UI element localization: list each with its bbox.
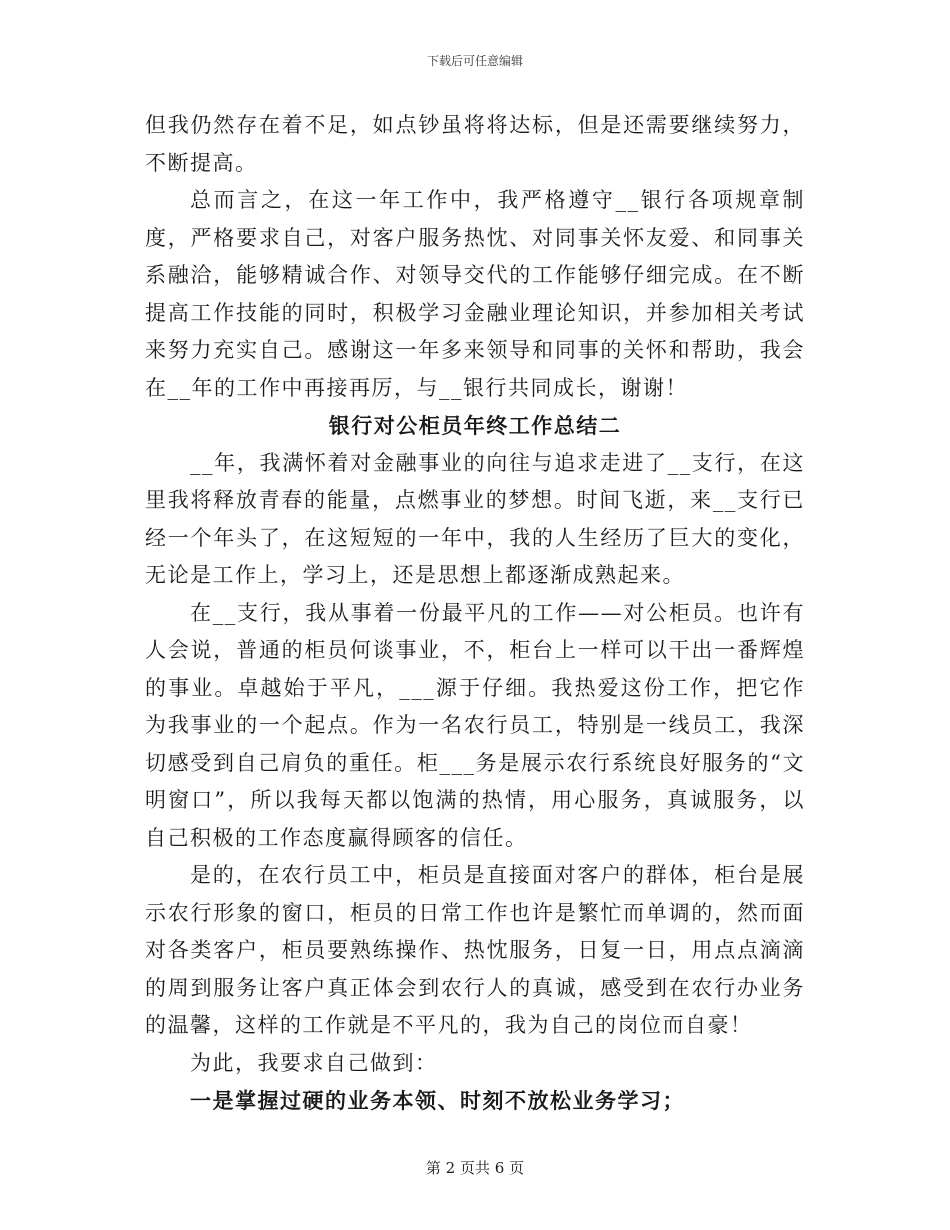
section-title: 银行对公柜员年终工作总结二 bbox=[328, 413, 622, 438]
paragraph-summary: 总而言之，在这一年工作中，我严格遵守__银行各项规章制度，严格要求自己，对客户服务热忱、对同事关怀友爱、和同事关系融洽，能够精诚合作、对领导交代的工作能够仔细完成。在不断提高工作技能的同时，积极学习金融业理论知识，并参加相关考试来努力充实自己。感谢这一年多来领导和同事的关怀和帮助，我会在__年的工作中再接再厉，与__银行共同成长，谢谢！ bbox=[145, 188, 805, 400]
paragraph-requirements-intro: 为此，我要求自己做到： bbox=[190, 1050, 438, 1075]
page-header: 下载后可任意编辑 bbox=[426, 54, 523, 68]
paragraph-role: 是的，在农行员工中，柜员是直接面对客户的群体，柜台是展示农行形象的窗口，柜员的日常工作也许是繁忙而单调的，然而面对各类客户，柜员要熟练操作、热忱服务，日复一日，用点点滴滴的周到服务让客户真正体会到农行人的真诚，感受到在农行办业务的温馨，这样的工作就是不平凡的，我为自己的岗位而自豪！ bbox=[145, 863, 805, 1037]
document-body bbox=[145, 107, 805, 1120]
paragraph-work: 在__支行，我从事着一份最平凡的工作——对公柜员。也许有人会说，普通的柜员何谈事业，不，柜台上一样可以干出一番辉煌的事业。卓越始于平凡，___源于仔细。我热爱这份工作，把它作为我事业的一个起点。作为一名农行员工，特别是一线员工，我深切感受到自己肩负的重任。柜___务是展示农行系统良好服务的“文明窗口”，所以我每天都以饱满的热情，用心服务，真诚服务，以自己积极的工作态度赢得顾客的信任。 bbox=[145, 600, 805, 850]
paragraph-intro: __年，我满怀着对金融事业的向往与追求走进了__支行，在这里我将释放青春的能量，点燃事业的梦想。时间飞逝，来__支行已经一个年头了，在这短短的一年中，我的人生经历了巨大的变化，无论是工作上，学习上，还是思想上都逐渐成熟起来。 bbox=[145, 450, 805, 587]
paragraph-continuation: 但我仍然存在着不足，如点钞虽将将达标，但是还需要继续努力，不断提高。 bbox=[145, 113, 805, 175]
paragraph-requirement-one: 一是掌握过硬的业务本领、时刻不放松业务学习； bbox=[190, 1088, 685, 1113]
page-number: 第 2 页共 6 页 bbox=[425, 1159, 525, 1177]
